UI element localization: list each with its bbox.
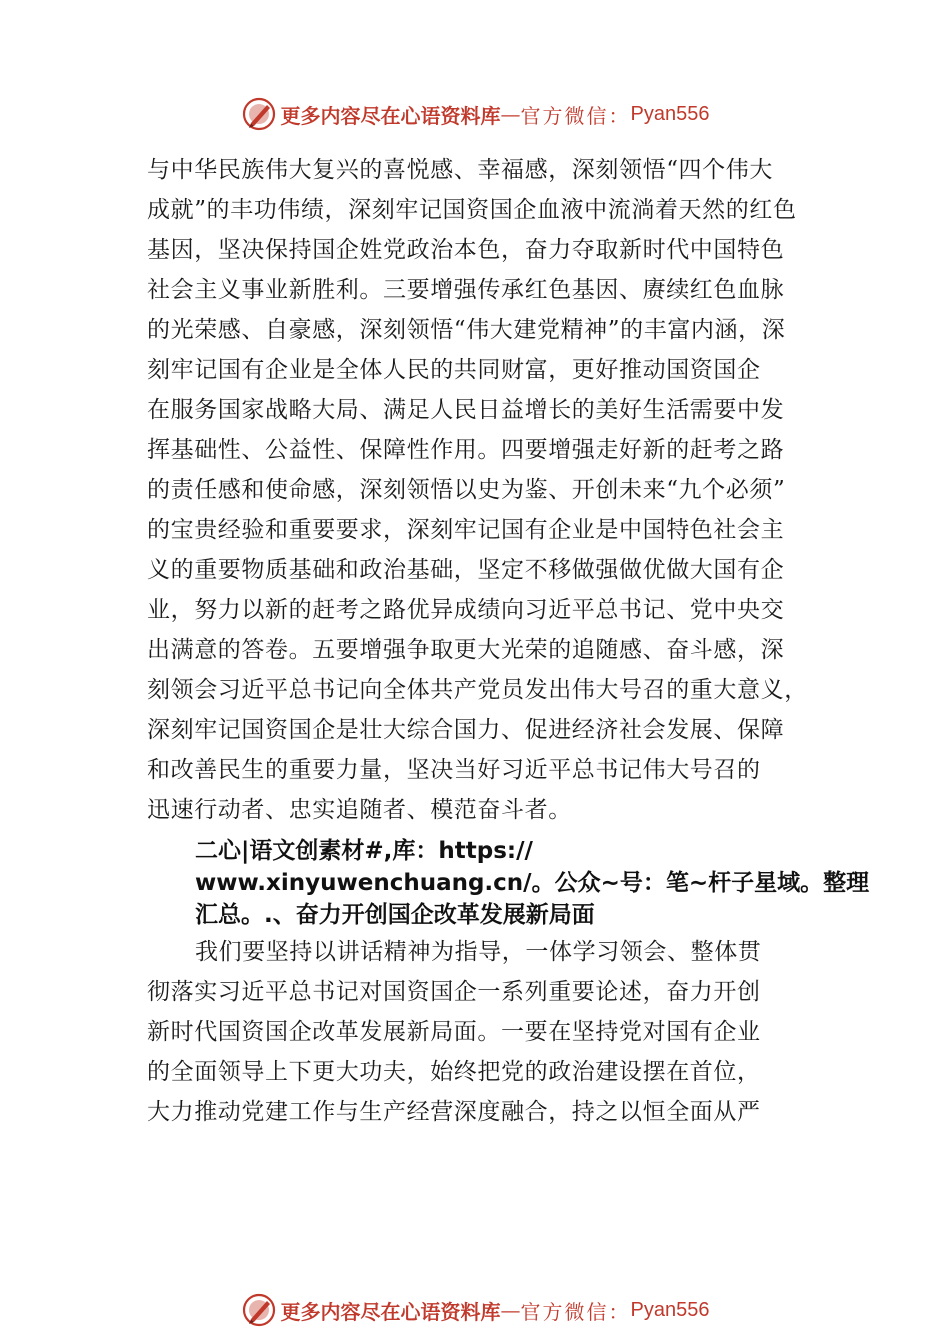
banner-separator: —	[500, 1298, 521, 1322]
text-line: 刻领会习近平总书记向全体共产党员发出伟大号召的重大意义，	[147, 677, 808, 703]
body-paragraph-1	[147, 150, 837, 830]
heading-line: 二心|语文创素材#,库：https://	[195, 838, 533, 864]
section-heading	[195, 835, 870, 931]
banner-brand: 更多内容尽在心语资料库	[280, 103, 501, 128]
banner-separator: —	[500, 102, 521, 126]
pen-logo-icon	[241, 96, 277, 132]
text-line: 社会主义事业新胜利。三要增强传承红色基因、赓续红色血脉	[147, 277, 785, 303]
banner-wechat-id: Pyan556	[630, 1298, 710, 1321]
footer-banner	[0, 1290, 950, 1330]
text-line: 迅速行动者、忠实追随者、模范奋斗者。	[147, 797, 572, 823]
text-line: 义的重要物质基础和政治基础，坚定不移做强做优做大国有企	[147, 557, 785, 583]
banner-wechat-label: 官方微信：	[520, 1299, 631, 1324]
text-line: 的宝贵经验和重要要求，深刻牢记国有企业是中国特色社会主	[147, 517, 785, 543]
text-line: 与中华民族伟大复兴的喜悦感、幸福感，深刻领悟“四个伟大	[147, 157, 773, 183]
text-line: 成就”的丰功伟绩，深刻牢记国资国企血液中流淌着天然的红色	[147, 197, 797, 223]
pen-logo-icon	[241, 1292, 277, 1328]
text-line: 的光荣感、自豪感，深刻领悟“伟大建党精神”的丰富内涵，深	[147, 317, 786, 343]
text-line: 的全面领导上下更大功夫，始终把党的政治建设摆在首位，	[147, 1059, 761, 1085]
text-line: 在服务国家战略大局、满足人民日益增长的美好生活需要中发	[147, 397, 785, 423]
banner-wechat-label: 官方微信：	[520, 103, 631, 128]
text-line: 大力推动党建工作与生产经营深度融合，持之以恒全面从严	[147, 1099, 761, 1125]
header-banner	[0, 94, 950, 134]
text-line: 刻牢记国有企业是全体人民的共同财富，更好推动国资国企	[147, 357, 761, 383]
text-line: 出满意的答卷。五要增强争取更大光荣的追随感、奋斗感，深	[147, 637, 785, 663]
text-line: 的责任感和使命感，深刻领悟以史为鉴、开创未来“九个必须”	[147, 477, 786, 503]
heading-line: 汇总。.、奋力开创国企改革发展新局面	[195, 902, 595, 928]
body-paragraph-2	[147, 932, 837, 1132]
text-line: 彻落实习近平总书记对国资国企一系列重要论述，奋力开创	[147, 979, 761, 1005]
text-line: 新时代国资国企改革发展新局面。一要在坚持党对国有企业	[147, 1019, 761, 1045]
text-line: 基因，坚决保持国企姓党政治本色，奋力夺取新时代中国特色	[147, 237, 785, 263]
text-line: 和改善民生的重要力量，坚决当好习近平总书记伟大号召的	[147, 757, 761, 783]
banner-wechat-id: Pyan556	[630, 102, 710, 125]
text-line: 深刻牢记国资国企是壮大综合国力、促进经济社会发展、保障	[147, 717, 785, 743]
text-line: 我们要坚持以讲话精神为指导，一体学习领会、整体贯	[195, 939, 762, 965]
heading-line: www.xinyuwenchuang.cn/。公众~号：笔~杆子星域。整理	[195, 870, 870, 896]
text-line: 挥基础性、公益性、保障性作用。四要增强走好新的赶考之路	[147, 437, 785, 463]
text-line: 业，努力以新的赶考之路优异成绩向习近平总书记、党中央交	[147, 597, 785, 623]
banner-brand: 更多内容尽在心语资料库	[280, 1299, 501, 1324]
